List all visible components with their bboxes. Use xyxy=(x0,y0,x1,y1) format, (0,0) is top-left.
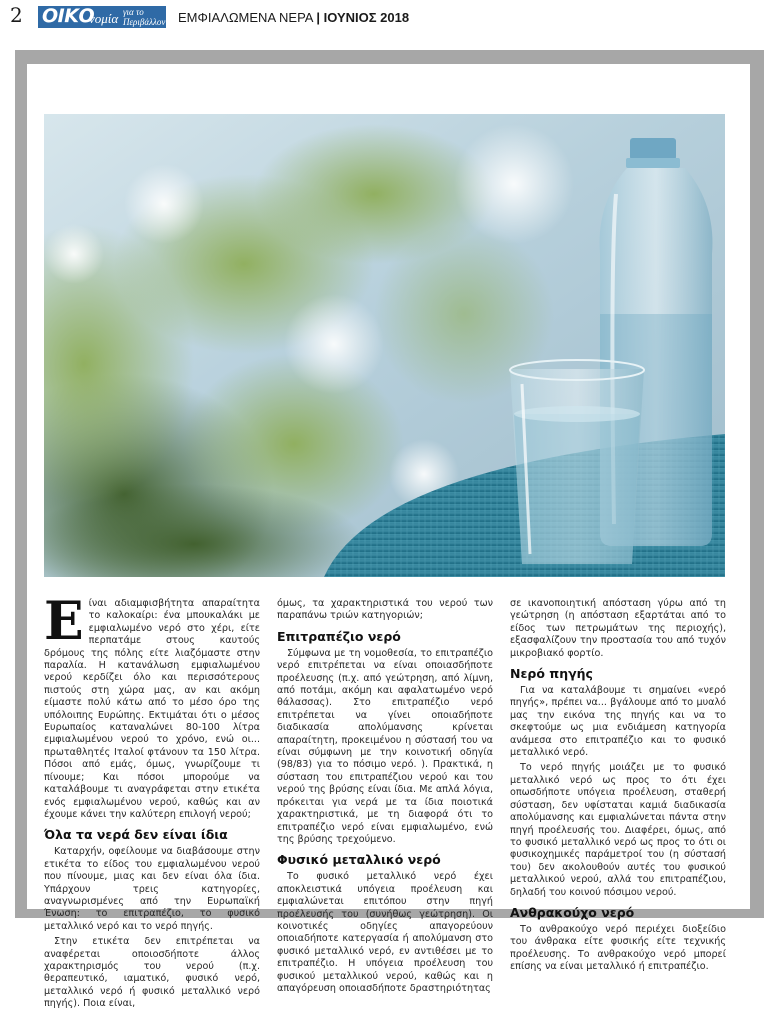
article-column-2 xyxy=(277,598,493,998)
paragraph: Σύμφωνα με τη νομοθεσία, το επιτραπέζιο νερό επιτρέπεται να είναι οποιασδήποτε προέλευσης (π.χ. από γεώτρηση, από λίμνη, από ποτάμι, ακόμη και αφαλατωμένο νερό θάλασσας). Στο επιτραπέζιο νερό επιτρέπεται να γίνει οποιαδήποτε διαδικασία απολύμανσης κρίνεται απαραίτητη, προκειμένου η σύστασή του να είναι σύμφωνη με την κοινοτική οδηγία (98/83) για το πόσιμο νερό. ). Πρακτικά, η σύσταση του επιτραπέζιου νερού και του νερού της βρύσης είναι ίδια. Με απλά λόγια, πρόκειται για νερά με τα ίδια ποιοτικά χαρακτηριστικά, με τη διαφορά ότι το επιτραπέζιο νερό είναι εμφιαλωμένο, ενώ της βρύσης τρεχούμενο. xyxy=(277,647,493,845)
heading-not-all-same: Όλα τα νερά δεν είναι ίδια xyxy=(44,827,228,843)
heading-natural-mineral-water: Φυσικό μεταλλικό νερό xyxy=(277,852,441,868)
intro-text: ίναι αδιαμφισβήτητα απαραίτητα το καλοκαίρι: ένα μπουκαλάκι με εμφιαλωμένο νερό στο χέρι, είτε περπατάμε στους καυτούς δρόμους της πόλης είτε λιαζόμαστε στην παραλία. Η κατανάλωση εμφιαλωμένου νερού κερδίζει όλο και περισσότερους πιστούς στη χώρα μας, αν και ακόμη είμαστε πολύ κάτω από το μέσο όρο της υπόλοιπης Ευρώπης. Εκτιμάται ότι ο μέσος Ευρωπαίος καταναλώνει 80-100 λίτρα εμφιαλωμένου νερού το χρόνο, ενώ οι... πρωταθλητές Ιταλοί φτάνουν τα 150 λίτρα. Πόσοι από εμάς, όμως, γνωρίζουμε τι πίνουμε; Και πόσοι μπορούμε να καταλάβουμε τι αναγράφεται στην ετικέτα ενός εμφιαλωμένου νερού, καθώς και αν έχουμε κάνει την καλύτερη επιλογή νερού; xyxy=(44,598,260,820)
paragraph: Το νερό πηγής μοιάζει με το φυσικό μεταλλικό νερό ως προς το ότι έχει οπωσδήποτε υπόγεια προέλευση, σταθερή σύσταση, δεν υφίσταται καμιά διαδικασία απολύμανσης και εμφιαλώνεται πάντα στην πηγή προέλευσής του. Διαφέρει, όμως, από το φυσικό μεταλλικό νερό ως προς το ότι οι φυσικοχημικές παράμετροί του (η σύστασή του) δεν ακολουθούν αυτές του φυσικού μεταλλικού νερού, αλλά του επιτραπέζιου, δηλαδή του κοινού πόσιμου νερού. xyxy=(510,762,726,898)
heading-carbonated-water: Ανθρακούχο νερό xyxy=(510,904,635,920)
intro-paragraph xyxy=(44,591,260,821)
title-separator: | xyxy=(316,10,320,25)
logo-suffix: νομία xyxy=(89,11,119,26)
article-column-3 xyxy=(510,598,726,977)
issue-date: ΙΟΥΝΙΟΣ 2018 xyxy=(323,10,410,25)
water-bottle-and-glass-photo xyxy=(44,114,725,577)
heading-table-water: Επιτραπέζιο νερό xyxy=(277,628,401,644)
paragraph: Στην ετικέτα δεν επιτρέπεται να αναφέρεται οποιοσδήποτε άλλος χαρακτηρισμός του νερού (π.χ. θεραπευτικό, ιαματικό, φυσικό νερό, μεταλλικό νερό ή φυσικό μεταλλικό νερό πηγής). Ποια είναι, xyxy=(44,936,260,1010)
paragraph: Το φυσικό μεταλλικό νερό έχει αποκλειστικά υπόγεια προέλευση και εμφιαλώνεται επιτόπου στην πηγή προέλευσής του (συνήθως γεώτρηση). Οι κοινοτικές οδηγίες απαγορεύουν οποιαδήποτε κατεργασία ή απολύμανση στο φυσικό μεταλλικό νερό, εν αντιθέσει με το επιτραπέζιο. Η υπόγεια προέλευση του φυσικού μεταλλικού νερού, καθώς και η απαγόρευση οποιασδήποτε δραστηριότητας xyxy=(277,871,493,994)
page-header xyxy=(0,0,770,34)
logo-main: ΟΙΚΟ xyxy=(42,5,95,27)
magazine-logo xyxy=(38,6,166,28)
logo-tagline: για το Περιβάλλον xyxy=(123,7,166,27)
paragraph: Το ανθρακούχο νερό περιέχει διοξείδιο του άνθρακα είτε φυσικής είτε τεχνικής προέλευσης. Το ανθρακούχο νερό μπορεί επίσης να είναι μεταλλικό ή επιτραπέζιο. xyxy=(510,923,726,973)
paragraph: Για να καταλάβουμε τι σημαίνει «νερό πηγής», πρέπει να... βγάλουμε από το μυαλό μας την εικόνα της πηγής και να το σκεφτούμε ως μια ενδιάμεση κατηγορία ανάμεσα στο επιτραπέζιο και το φυσικό μεταλλικό νερό. xyxy=(510,685,726,759)
drop-cap: Ε xyxy=(44,591,84,652)
page-number: 2 xyxy=(10,3,23,27)
section-name: ΕΜΦΙΑΛΩΜΕΝΑ ΝΕΡΑ xyxy=(178,10,313,25)
section-title xyxy=(178,10,409,25)
heading-spring-water: Νερό πηγής xyxy=(510,666,593,682)
paragraph: όμως, τα χαρακτηριστικά του νερού των παραπάνω τριών κατηγοριών; xyxy=(277,598,493,622)
article-column-1 xyxy=(44,591,260,1014)
paragraph: Καταρχήν, οφείλουμε να διαβάσουμε στην ετικέτα το είδος του εμφιαλωμένου νερού που πίνουμε, μιας και δεν είναι όλα ίδια. Υπάρχουν τρεις κατηγορίες, αναγνωρισμένες από την Ευρωπαϊκή Ένωση: το επιτραπέζιο, το φυσικό μεταλλικό νερό και το νερό πηγής. xyxy=(44,846,260,932)
paragraph: σε ικανοποιητική απόσταση γύρω από τη γεώτρηση (η απόσταση εξαρτάται από το είδος των πετρωμάτων της περιοχής), εξασφαλίζουν την προστασία του από τυχόν μικροβιακό φορτίο. xyxy=(510,598,726,659)
